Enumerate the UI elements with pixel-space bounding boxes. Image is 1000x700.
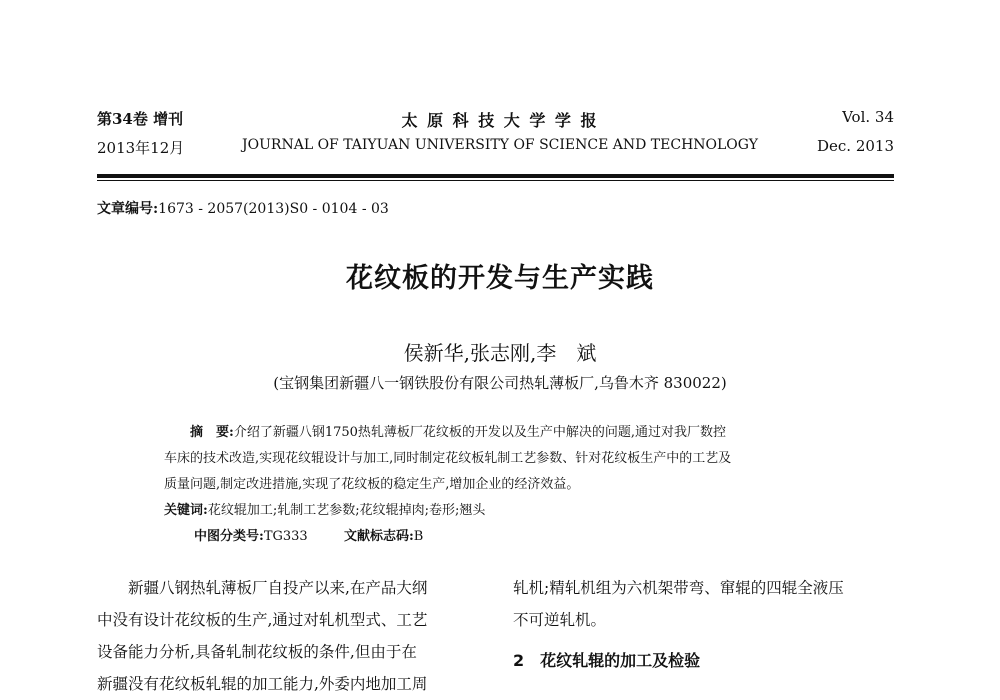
paper-title: 花纹板的开发与生产实践 [346,263,654,294]
clc-label: 中图分类号: [194,529,264,544]
clc-value: TG333 [263,529,308,544]
article-id [97,198,389,218]
doc-code-value: B [413,529,424,544]
affiliation: (宝钢集团新疆八一钢铁股份有限公司热轧薄板厂,乌鲁木齐 830022) [273,374,727,392]
journal-title-cn: 太 原 科 技 大 学 学 报 [401,111,599,130]
abstract-line: 车床的技术改造,实现花纹辊设计与加工,同时制定花纹板轧制工艺参数、针对花纹板生产中的工艺及 [164,451,732,466]
keywords-label: 关键词: [164,503,208,518]
body-line: 新疆没有花纹板轧辊的加工能力,外委内地加工周 [97,675,428,693]
abstract-line: 摘 要:介绍了新疆八钢1750热轧薄板厂花纹板的开发以及生产中解决的问题,通过对我厂数控 [190,425,727,440]
doc-code-label: 文献标志码: [343,529,414,544]
section-heading [513,648,700,671]
authors: 侯新华,张志刚,李 斌 [403,341,597,365]
body-line: 轧机;精轧机组为六机架带弯、窜辊的四辊全液压 [513,579,844,597]
date-cn: 2013年12月 [97,139,185,157]
article-id-value: 1673 - 2057(2013)S0 - 0104 - 03 [158,201,389,217]
article-id-label: 文章编号: [97,201,159,217]
abstract-line: 质量问题,制定改进措施,实现了花纹板的稳定生产,增加企业的经济效益。 [164,477,580,492]
body-line: 设备能力分析,具备轧制花纹板的条件,但由于在 [97,643,417,661]
keywords-value: 花纹辊加工;轧制工艺参数;花纹辊掉肉;卷形;翘头 [207,503,486,518]
abstract [164,420,858,550]
body-left-column [97,572,477,700]
section-number: 2 [513,651,525,670]
journal-title-en: JOURNAL OF TAIYUAN UNIVERSITY OF SCIENCE AND TECHNOLOGY [242,137,758,153]
date-en: Dec. 2013 [816,137,894,155]
volume-cn: 第34卷 增刊 [97,110,184,128]
classification [164,524,858,550]
body-right-column [513,572,898,636]
body-line: 新疆八钢热轧薄板厂自投产以来,在产品大纲 [97,579,428,597]
header-rule-thin [97,180,894,181]
header-rule-thick [97,174,894,178]
keywords [164,498,858,524]
body-line: 中没有设计花纹板的生产,通过对轧机型式、工艺 [97,611,428,629]
abstract-label: 摘 要: [190,425,234,440]
volume-en: Vol. 34 [842,108,894,126]
section-title: 花纹轧辊的加工及检验 [540,651,701,670]
body-line: 不可逆轧机。 [513,611,607,629]
